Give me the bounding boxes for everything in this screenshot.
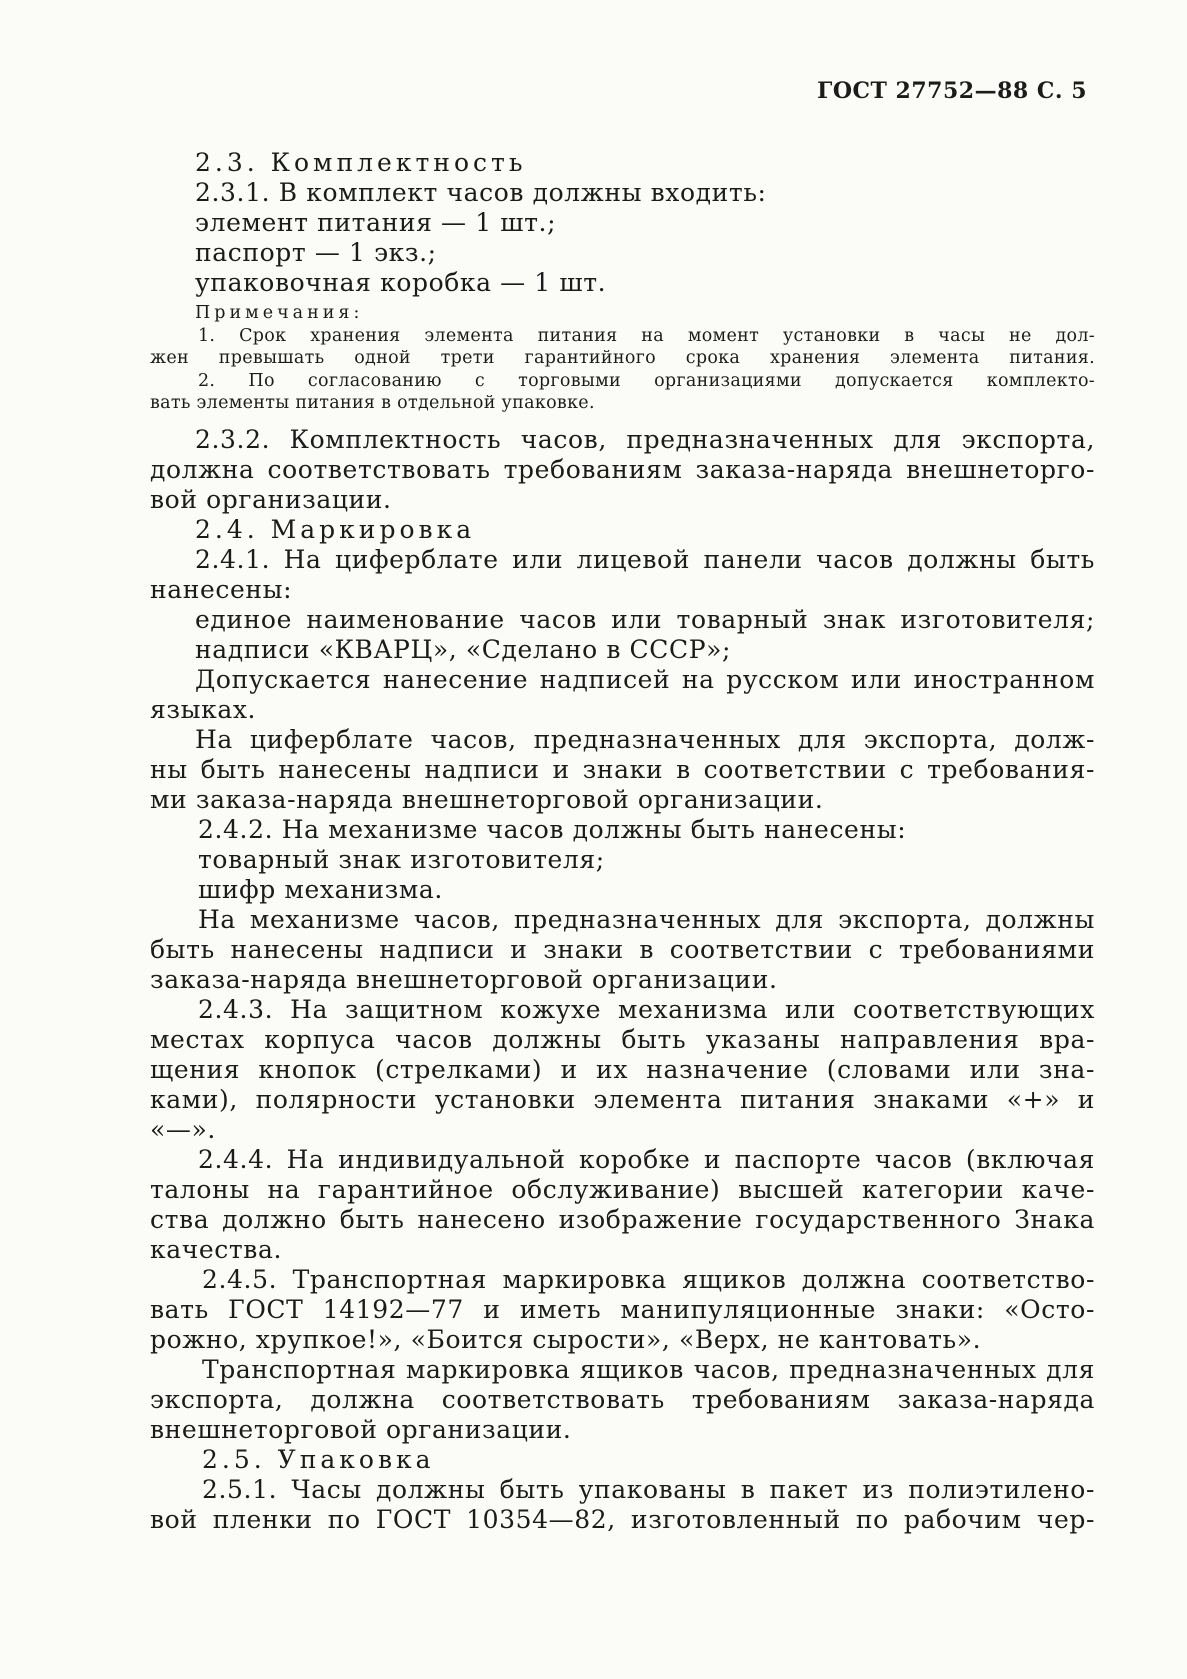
paragraph-line: быть нанесены надписи и знаки в соответствии с требованиями [150, 934, 1095, 964]
paragraph-line: вой организации. [150, 484, 392, 514]
paragraph-line: щения кнопок (стрелками) и их назначение (словами или зна- [150, 1054, 1095, 1084]
paragraph-line: местах корпуса часов должны быть указаны направления вра- [150, 1024, 1095, 1054]
list-item: элемент питания — 1 шт.; [195, 208, 557, 237]
paragraph-line: качества. [150, 1234, 283, 1264]
paragraph-line: 2.4.5. Транспортная маркировка ящиков должна соответство- [202, 1264, 1095, 1294]
section-heading: 2.4. Маркировка [195, 514, 476, 544]
note-line: 2. По согласованию с торговыми организациями допускается комплекто- [198, 370, 1095, 391]
paragraph-line: талоны на гарантийное обслуживание) высшей категории каче- [150, 1174, 1095, 1204]
list-item: единое наименование часов или товарный знак изготовителя; [195, 604, 1095, 634]
paragraph-line: ми заказа-наряда внешнеторговой организации. [150, 784, 824, 814]
paragraph-line: 2.4.3. На защитном кожухе механизма или соответствующих [198, 994, 1095, 1024]
paragraph-line: 2.3.1. В комплект часов должны входить: [195, 178, 767, 207]
document-body [150, 148, 1095, 1535]
paragraph-line: ками), полярности установки элемента питания знаками «+» и [150, 1084, 1095, 1114]
paragraph-line: 2.4.2. На механизме часов должны быть нанесены: [198, 814, 907, 844]
paragraph-line: ны быть нанесены надписи и знаки в соответствии с требования- [150, 754, 1095, 784]
paragraph-line: На механизме часов, предназначенных для экспорта, должны [198, 904, 1095, 934]
paragraph-line: ства должно быть нанесено изображение государственного Знака [150, 1204, 1095, 1234]
paragraph-line: рожно, хрупкое!», «Боится сырости», «Верх, не кантовать». [150, 1324, 982, 1354]
paragraph-line: должна соответствовать требованиям заказа-наряда внешнеторго- [150, 454, 1095, 484]
paragraph-line: экспорта, должна соответствовать требованиям заказа-наряда [150, 1384, 1095, 1414]
paragraph-line: Допускается нанесение надписей на русском или иностранном [195, 664, 1095, 694]
section-heading: 2.3. Комплектность [195, 148, 527, 177]
paragraph-line: 2.4.1. На циферблате или лицевой панели часов должны быть [195, 544, 1095, 574]
note-line: вать элементы питания в отдельной упаковке. [150, 393, 595, 413]
page-header: ГОСТ 27752—88 С. 5 [817, 78, 1087, 104]
paragraph-line: языках. [150, 694, 257, 724]
list-item: товарный знак изготовителя; [198, 844, 605, 874]
paragraph-line: вой пленки по ГОСТ 10354—82, изготовленный по рабочим чер- [150, 1504, 1095, 1534]
list-item: паспорт — 1 экз.; [195, 238, 437, 267]
paragraph-line: вать ГОСТ 14192—77 и иметь манипуляционные знаки: «Осто- [150, 1294, 1095, 1324]
paragraph-line: На циферблате часов, предназначенных для экспорта, долж- [195, 724, 1095, 754]
paragraph-line: 2.4.4. На индивидуальной коробке и паспорте часов (включая [198, 1144, 1095, 1174]
list-item: шифр механизма. [198, 874, 443, 904]
note-line: 1. Срок хранения элемента питания на момент установки в часы не дол- [198, 325, 1095, 346]
section-heading: 2.5. Упаковка [202, 1444, 435, 1474]
note-line: жен превышать одной трети гарантийного срока хранения элемента питания. [150, 348, 1095, 368]
list-item: упаковочная коробка — 1 шт. [195, 268, 607, 297]
notes-heading: Примечания: [195, 303, 364, 323]
paragraph-line: заказа-наряда внешнеторговой организации. [150, 964, 778, 994]
paragraph-line: 2.3.2. Комплектность часов, предназначенных для экспорта, [195, 424, 1095, 454]
paragraph-line: 2.5.1. Часы должны быть упакованы в пакет из полиэтилено- [202, 1474, 1095, 1504]
list-item: надписи «КВАРЦ», «Сделано в СССР»; [195, 634, 732, 664]
paragraph-line: внешнеторговой организации. [150, 1414, 572, 1444]
paragraph-line: нанесены: [150, 574, 293, 604]
paragraph-line: «—». [150, 1114, 216, 1144]
paragraph-line: Транспортная маркировка ящиков часов, предназначенных для [202, 1354, 1095, 1384]
